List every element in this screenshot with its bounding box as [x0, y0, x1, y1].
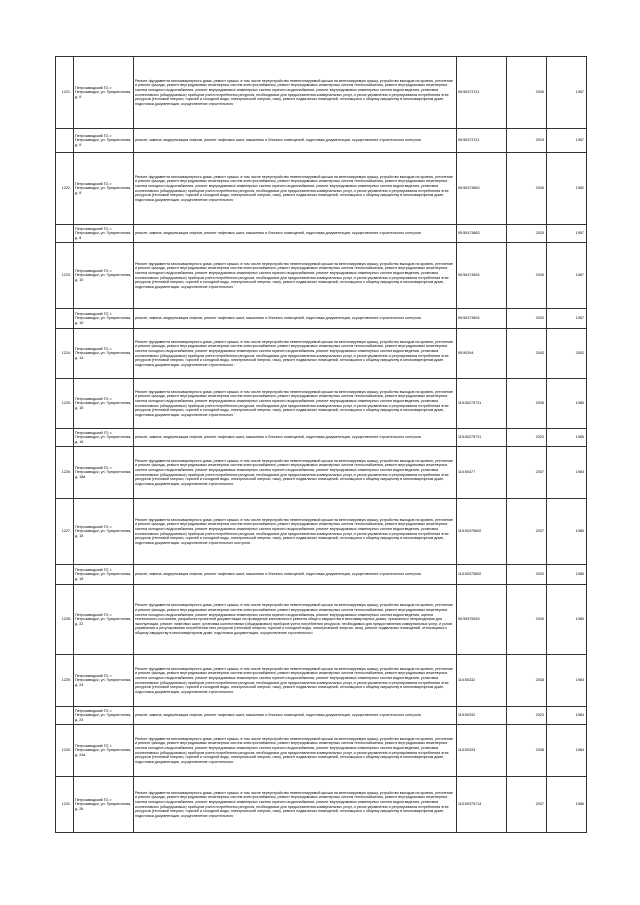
address-cell: Петрозаводский ГО, г. Петрозаводск, ул. Гуляринтолая, д. 24	[74, 655, 134, 707]
row-number-cell	[56, 129, 74, 153]
works-cell: ремонт, замена, модернизация лифтов, ремонт лифтовых шахт, машинных и блочных помещений, подготовка документации, осуществление строительного контроля	[134, 309, 457, 329]
works-cell: Ремонт фундамента многоквартирного дома, ремонт крыши, в том числе переустройство невентилируемой крыши на вентилируемую крышу, устройство выходов на кровлю, утепление и ремонт фасада, ремонт внутридомовых инженерных систем электроснабжения, ремонт внутридомовых инженерных систем теплоснабжения, ремонт внутридомовых инженерных систем холодного водоснабжения, ремонт внутридомовых инженерных систем горячего водоснабжения, ремонт внутридомовых инженерных систем водоотведения, установка коллективных (общедомовых) приборов учета потребления ресурсов, необходимых для предоставления коммунальных услуг, и узлов управления и регулирования потребления этих ресурсов (тепловой энергии, горячей и холодной воды, электрической энергии, газа), ремонт подвальных помещений, относящихся к общему имуществу в многоквартирном доме, подготовка документации, осуществление строительного	[134, 243, 457, 309]
address-cell: Петрозаводский ГО, г. Петрозаводск, ул. Гуляринтолая, д. 14	[74, 329, 134, 379]
cadastral-number-cell: 95:50473663	[457, 153, 507, 225]
row-number-cell: 1221.	[56, 57, 74, 129]
build-year-cell: 1984	[547, 655, 587, 707]
table-row	[56, 447, 587, 499]
table-row	[56, 225, 587, 243]
cadastral-number-cell: 115:50332	[457, 707, 507, 725]
build-year-cell: 1982	[547, 153, 587, 225]
address-cell: Петрозаводский ГО, г. Петрозаводск, ул. Гуляринтолая, д. 10	[74, 243, 134, 309]
row-number-cell: 1225.	[56, 379, 74, 429]
table-row	[56, 707, 587, 725]
capital-repair-table	[55, 56, 587, 833]
row-number-cell: 1231.	[56, 777, 74, 833]
address-cell: Петрозаводский ГО, г. Петрозаводск, ул. Гуляринтолая, д. 24а	[74, 725, 134, 777]
row-number-cell: 1224.	[56, 329, 74, 379]
address-cell: Петрозаводский ГО, г. Петрозаводск, ул. Гуляринтолая, д. 16	[74, 379, 134, 429]
works-cell: ремонт, замена, модернизация лифтов, ремонт лифтовых шахт, машинных и блочных помещений, подготовка документации, осуществление строительного контроля	[134, 707, 457, 725]
works-cell: Ремонт фундамента многоквартирного дома, ремонт крыши, в том числе переустройство невентилируемой крыши на вентилируемую крышу, устройство выходов на кровлю, утепление и ремонт фасада, ремонт внутридомовых инженерных систем электроснабжения, ремонт внутридомовых инженерных систем теплоснабжения, ремонт внутридомовых инженерных систем холодного водоснабжения, ремонт внутридомовых инженерных систем горячего водоснабжения, ремонт внутридомовых инженерных систем водоотведения, установка коллективных (общедомовых) приборов учета потребления ресурсов, необходимых для предоставления коммунальных услуг, и узлов управления и регулирования потребления этих ресурсов (тепловой энергии, горячей и холодной воды, электрической энергии, газа), ремонт подвальных помещений, относящихся к общему имуществу в многоквартирном доме, подготовка документации, осуществление строительного контроля	[134, 499, 457, 565]
works-cell: ремонт, замена, модернизация лифтов, ремонт лифтовых шахт, машинных и блочных помещений, подготовка документации, осуществление строительного контроля	[134, 429, 457, 447]
row-number-cell: 1229.	[56, 655, 74, 707]
table-row	[56, 565, 587, 585]
repair-year-cell: 2020	[507, 565, 547, 585]
cadastral-number-cell: 115:50332	[457, 655, 507, 707]
table-row	[56, 153, 587, 225]
build-year-cell: 1984	[547, 725, 587, 777]
cadastral-number-cell: 115:50275731	[457, 379, 507, 429]
repair-year-cell: 2040	[507, 585, 547, 655]
row-number-cell: 1230.	[56, 725, 74, 777]
build-year-cell: 1967	[547, 309, 587, 329]
works-cell: Ремонт фундамента многоквартирного дома, ремонт крыши, в том числе переустройство невентилируемой крыши на вентилируемую крышу, устройство выходов на кровлю, утепление и ремонт фасада, ремонт внутридомовых инженерных систем электроснабжения, ремонт внутридомовых инженерных систем теплоснабжения, ремонт внутридомовых инженерных систем холодного водоснабжения, ремонт внутридомовых инженерных систем горячего водоснабжения, ремонт внутридомовых инженерных систем водоотведения, установка коллективных (общедомовых) приборов учета потребления ресурсов, необходимых для предоставления коммунальных услуг, и узлов управления и регулирования потребления этих ресурсов (тепловой энергии, горячей и холодной воды, электрической энергии, газа), ремонт подвальных помещений, относящихся к общему имуществу в многоквартирном доме, подготовка документации, осуществление строительного	[134, 57, 457, 129]
cadastral-number-cell: 115:50375692	[457, 499, 507, 565]
table-row	[56, 129, 587, 153]
table-row	[56, 57, 587, 129]
build-year-cell: 1985	[547, 777, 587, 833]
cadastral-number-cell: 95:50575539	[457, 585, 507, 655]
row-number-cell: 1227.	[56, 499, 74, 565]
table-row	[56, 725, 587, 777]
works-cell: Ремонт фундамента многоквартирного дома, ремонт крыши, в том числе переустройство невентилируемой крыши на вентилируемую крышу, устройство выходов на кровлю, утепление и ремонт фасада, ремонт внутридомовых инженерных систем электроснабжения, ремонт внутридомовых инженерных систем теплоснабжения, ремонт внутридомовых инженерных систем холодного водоснабжения, ремонт внутридомовых инженерных систем горячего водоснабжения, ремонт внутридомовых инженерных систем водоотведения, установка коллективных (общедомовых) приборов учета потребления ресурсов, необходимых для предоставления коммунальных услуг, и узлов управления и регулирования потребления этих ресурсов (тепловой энергии, горячей и холодной воды, электрической энергии, газа), ремонт подвальных помещений, относящихся к общему имуществу в многоквартирном доме, подготовка документации, осуществление строительного	[134, 379, 457, 429]
build-year-cell: 1985	[547, 429, 587, 447]
cadastral-number-cell: 95:50473741	[457, 57, 507, 129]
build-year-cell: 1967	[547, 243, 587, 309]
cadastral-number-cell: 95:50473694	[457, 309, 507, 329]
address-cell: Петрозаводский ГО, г. Петрозаводск, ул. Гуляринтолая, д. 26	[74, 777, 134, 833]
works-cell: Ремонт фундамента многоквартирного дома, ремонт крыши, в том числе переустройство невентилируемой крыши на вентилируемую крышу, устройство выходов на кровлю, утепление и ремонт фасада, ремонт внутридомовых инженерных систем электроснабжения, ремонт внутридомовых инженерных систем теплоснабжения, ремонт внутридомовых инженерных систем холодного водоснабжения, ремонт внутридомовых инженерных систем горячего водоснабжения, ремонт внутридомовых инженерных систем водоотведения, установка коллективных (общедомовых) приборов учета потребления ресурсов, необходимых для предоставления коммунальных услуг, и узлов управления и регулирования потребления этих ресурсов (тепловой энергии, горячей и холодной воды, электрической энергии, газа), ремонт подвальных помещений, относящихся к общему имуществу в многоквартирном доме, подготовка документации, осуществление строительного	[134, 153, 457, 225]
address-cell: Петрозаводский ГО, г. Петрозаводск, ул. Гуляринтолая, д. 18	[74, 499, 134, 565]
works-cell: ремонт, замена, модернизация лифтов, ремонт лифтовых шахт, машинных и блочных помещений, подготовка документации, осуществление строительного контроля	[134, 129, 457, 153]
address-cell: Петрозаводский ГО, г. Петрозаводск, ул. Гуляринтолая, д. 18а	[74, 447, 134, 499]
address-cell: Петрозаводский ГО, г. Петрозаводск, ул. Гуляринтолая, д. 18	[74, 565, 134, 585]
cadastral-number-cell: 115:50375692	[457, 565, 507, 585]
build-year-cell: 1967	[547, 57, 587, 129]
repair-year-cell: 2023	[507, 429, 547, 447]
build-year-cell: 1957	[547, 225, 587, 243]
row-number-cell	[56, 707, 74, 725]
table-row	[56, 243, 587, 309]
address-cell: Петрозаводский ГО, г. Петрозаводск, ул. Гуляринтолая, д. 8	[74, 225, 134, 243]
build-year-cell: 1985	[547, 565, 587, 585]
repair-year-cell: 2040	[507, 153, 547, 225]
cadastral-number-cell: 95:50473741	[457, 129, 507, 153]
row-number-cell	[56, 225, 74, 243]
build-year-cell: 1985	[547, 499, 587, 565]
works-cell: Ремонт фундамента многоквартирного дома, ремонт крыши, в том числе переустройство невентилируемой крыши на вентилируемую крышу, устройство выходов на кровлю, утепление и ремонт фасада, ремонт внутридомовых инженерных систем электроснабжения, ремонт внутридомовых инженерных систем теплоснабжения, ремонт внутридомовых инженерных систем холодного водоснабжения, ремонт внутридомовых инженерных систем горячего водоснабжения, ремонт внутридомовых инженерных систем водоотведения, установка коллективных (общедомовых) приборов учета потребления ресурсов, необходимых для предоставления коммунальных услуг, и узлов управления и регулирования потребления этих ресурсов (тепловой энергии, горячей и холодной воды, электрической энергии, газа), ремонт подвальных помещений, относящихся к общему имуществу в многоквартирном доме, подготовка документации, осуществление строительного	[134, 447, 457, 499]
address-cell: Петрозаводский ГО, г. Петрозаводск, ул. Гуляринтолая, д. 16	[74, 429, 134, 447]
works-cell: ремонт, замена, модернизация лифтов, ремонт лифтовых шахт, машинных и блочных помещений, подготовка документации, осуществление строительного контроля	[134, 565, 457, 585]
build-year-cell: 1984	[547, 707, 587, 725]
repair-year-cell: 2037	[507, 499, 547, 565]
table-row	[56, 309, 587, 329]
address-cell: Петрозаводский ГО, г. Петрозаводск, ул. Гуляринтолая, д. 22	[74, 585, 134, 655]
repair-year-cell: 2040	[507, 243, 547, 309]
cadastral-number-cell: 115:50275731	[457, 429, 507, 447]
table-body	[56, 57, 587, 833]
works-cell: Ремонт фундамента многоквартирного дома, ремонт крыши, в том числе переустройство невентилируемой крыши на вентилируемую крышу, устройство выходов на кровлю, утепление и ремонт фасада, ремонт внутридомовых инженерных систем электроснабжения, ремонт внутридомовых инженерных систем теплоснабжения, ремонт внутридомовых инженерных систем холодного водоснабжения, ремонт внутридомовых инженерных систем горячего водоснабжения, ремонт внутридомовых инженерных систем водоотведения, установка коллективных (общедомовых) приборов учета потребления ресурсов, необходимых для предоставления коммунальных услуг, и узлов управления и регулирования потребления этих ресурсов (тепловой энергии, горячей и холодной воды, электрической энергии, газа), ремонт подвальных помещений, относящихся к общему имуществу в многоквартирном доме, подготовка документации, осуществление строительного	[134, 725, 457, 777]
cadastral-number-cell: 95:50473694	[457, 243, 507, 309]
cadastral-number-cell: 95:50473663	[457, 225, 507, 243]
repair-year-cell: 2020	[507, 225, 547, 243]
table-row	[56, 429, 587, 447]
row-number-cell: 1228.	[56, 585, 74, 655]
cadastral-number-cell: 115:50333	[457, 725, 507, 777]
build-year-cell: 1985	[547, 585, 587, 655]
repair-year-cell: 2038	[507, 725, 547, 777]
build-year-cell: 2002	[547, 329, 587, 379]
table-row	[56, 585, 587, 655]
build-year-cell: 1985	[547, 379, 587, 429]
row-number-cell: 1223.	[56, 243, 74, 309]
document-page	[55, 56, 586, 833]
repair-year-cell: 2019	[507, 129, 547, 153]
build-year-cell: 1984	[547, 447, 587, 499]
table-row	[56, 499, 587, 565]
row-number-cell: 1226.	[56, 447, 74, 499]
repair-year-cell: 2037	[507, 777, 547, 833]
build-year-cell: 1967	[547, 129, 587, 153]
row-number-cell	[56, 565, 74, 585]
repair-year-cell: 2036	[507, 379, 547, 429]
repair-year-cell: 2040	[507, 57, 547, 129]
address-cell: Петрозаводский ГО, г. Петрозаводск, ул. Гуляринтолая, д. 6	[74, 57, 134, 129]
works-cell: Ремонт фундамента многоквартирного дома, ремонт крыши, в том числе переустройство невентилируемой крыши на вентилируемую крышу, устройство выходов на кровлю, утепление и ремонт фасада, ремонт внутридомовых инженерных систем электроснабжения, ремонт внутридомовых инженерных систем теплоснабжения, ремонт внутридомовых инженерных систем холодного водоснабжения, ремонт внутридомовых инженерных систем горячего водоснабжения, ремонт внутридомовых инженерных систем водоотведения, установка коллективных (общедомовых) приборов учета потребления ресурсов, необходимых для предоставления коммунальных услуг, и узлов управления и регулирования потребления этих ресурсов (тепловой энергии, горячей и холодной воды, электрической энергии, газа), ремонт подвальных помещений, относящихся к общему имуществу в многоквартирном доме, подготовка документации, осуществление строительного	[134, 655, 457, 707]
row-number-cell: 1222.	[56, 153, 74, 225]
repair-year-cell: 2037	[507, 447, 547, 499]
row-number-cell	[56, 429, 74, 447]
table-row	[56, 379, 587, 429]
works-cell: ремонт, замена, модернизация лифтов, ремонт лифтовых шахт, машинных и блочных помещений, подготовка документации, осуществление строительного контроля	[134, 225, 457, 243]
table-row	[56, 655, 587, 707]
works-cell: Ремонт фундамента многоквартирного дома, ремонт крыши, в том числе переустройство невентилируемой крыши на вентилируемую крышу, устройство выходов на кровлю, утепление и ремонт фасада, ремонт внутридомовых инженерных систем электроснабжения, ремонт внутридомовых инженерных систем теплоснабжения, ремонт внутридомовых инженерных систем холодного водоснабжения, ремонт внутридомовых инженерных систем горячего водоснабжения, ремонт внутридомовых инженерных систем водоотведения, установка коллективных (общедомовых) приборов учета потребления ресурсов, необходимых для предоставления коммунальных услуг, и узлов управления и регулирования потребления этих ресурсов (тепловой энергии, горячей и холодной воды, электрической энергии, газа), ремонт подвальных помещений, относящихся к общему имуществу в многоквартирном доме, подготовка документации, осуществление строительного	[134, 777, 457, 833]
address-cell: Петрозаводский ГО, г. Петрозаводск, ул. Гуляринтолая, д. 8	[74, 153, 134, 225]
row-number-cell	[56, 309, 74, 329]
address-cell: Петрозаводский ГО, г. Петрозаводск, ул. Гуляринтолая, д. 6	[74, 129, 134, 153]
address-cell: Петрозаводский ГО, г. Петрозаводск, ул. Гуляринтолая, д. 10	[74, 309, 134, 329]
works-cell: Ремонт фундамента многоквартирного дома, ремонт крыши, в том числе переустройство невентилируемой крыши на вентилируемую крышу, устройство выходов на кровлю, утепление и ремонт фасада, ремонт внутридомовых инженерных систем электроснабжения, ремонт внутридомовых инженерных систем теплоснабжения, ремонт внутридомовых инженерных систем холодного водоснабжения, ремонт внутридомовых инженерных систем горячего водоснабжения, ремонт внутридомовых инженерных систем водоотведения, оценка технического состояния, разработка проектной документации на проведение капитального ремонта общего имущества в многоквартирных домах, признанных непригодными для эксплуатации, ремонт лифтовых шахт, установка коллективных (общедомовых) приборов учета потребления ресурсов, необходимых для предоставления коммунальных услуг, и узлов управления и регулирования потребления этих ресурсов (тепловой энергии, горячей и холодной воды, электрической энергии, газа), ремонт подвальных помещений, относящихся к общему имуществу в многоквартирном доме, подготовка документации, осуществление строительного	[134, 585, 457, 655]
table-row	[56, 777, 587, 833]
repair-year-cell: 2043	[507, 329, 547, 379]
table-row	[56, 329, 587, 379]
cadastral-number-cell: 95:50294	[457, 329, 507, 379]
works-cell: Ремонт фундамента многоквартирного дома, ремонт крыши, в том числе переустройство невентилируемой крыши на вентилируемую крышу, устройство выходов на кровлю, утепление и ремонт фасада, ремонт внутридомовых инженерных систем электроснабжения, ремонт внутридомовых инженерных систем теплоснабжения, ремонт внутридомовых инженерных систем холодного водоснабжения, ремонт внутридомовых инженерных систем горячего водоснабжения, ремонт внутридомовых инженерных систем водоотведения, установка коллективных (общедомовых) приборов учета потребления ресурсов, необходимых для предоставления коммунальных услуг, и узлов управления и регулирования потребления этих ресурсов (тепловой энергии, горячей и холодной воды, электрической энергии, газа), ремонт подвальных помещений, относящихся к общему имуществу в многоквартирном доме, подготовка документации, осуществление строительного	[134, 329, 457, 379]
address-cell: Петрозаводский ГО, г. Петрозаводск, ул. Гуляринтолая, д. 24	[74, 707, 134, 725]
cadastral-number-cell: 115:50375714	[457, 777, 507, 833]
repair-year-cell: 2023	[507, 707, 547, 725]
repair-year-cell: 2038	[507, 655, 547, 707]
cadastral-number-cell: 115:50477	[457, 447, 507, 499]
repair-year-cell: 2020	[507, 309, 547, 329]
